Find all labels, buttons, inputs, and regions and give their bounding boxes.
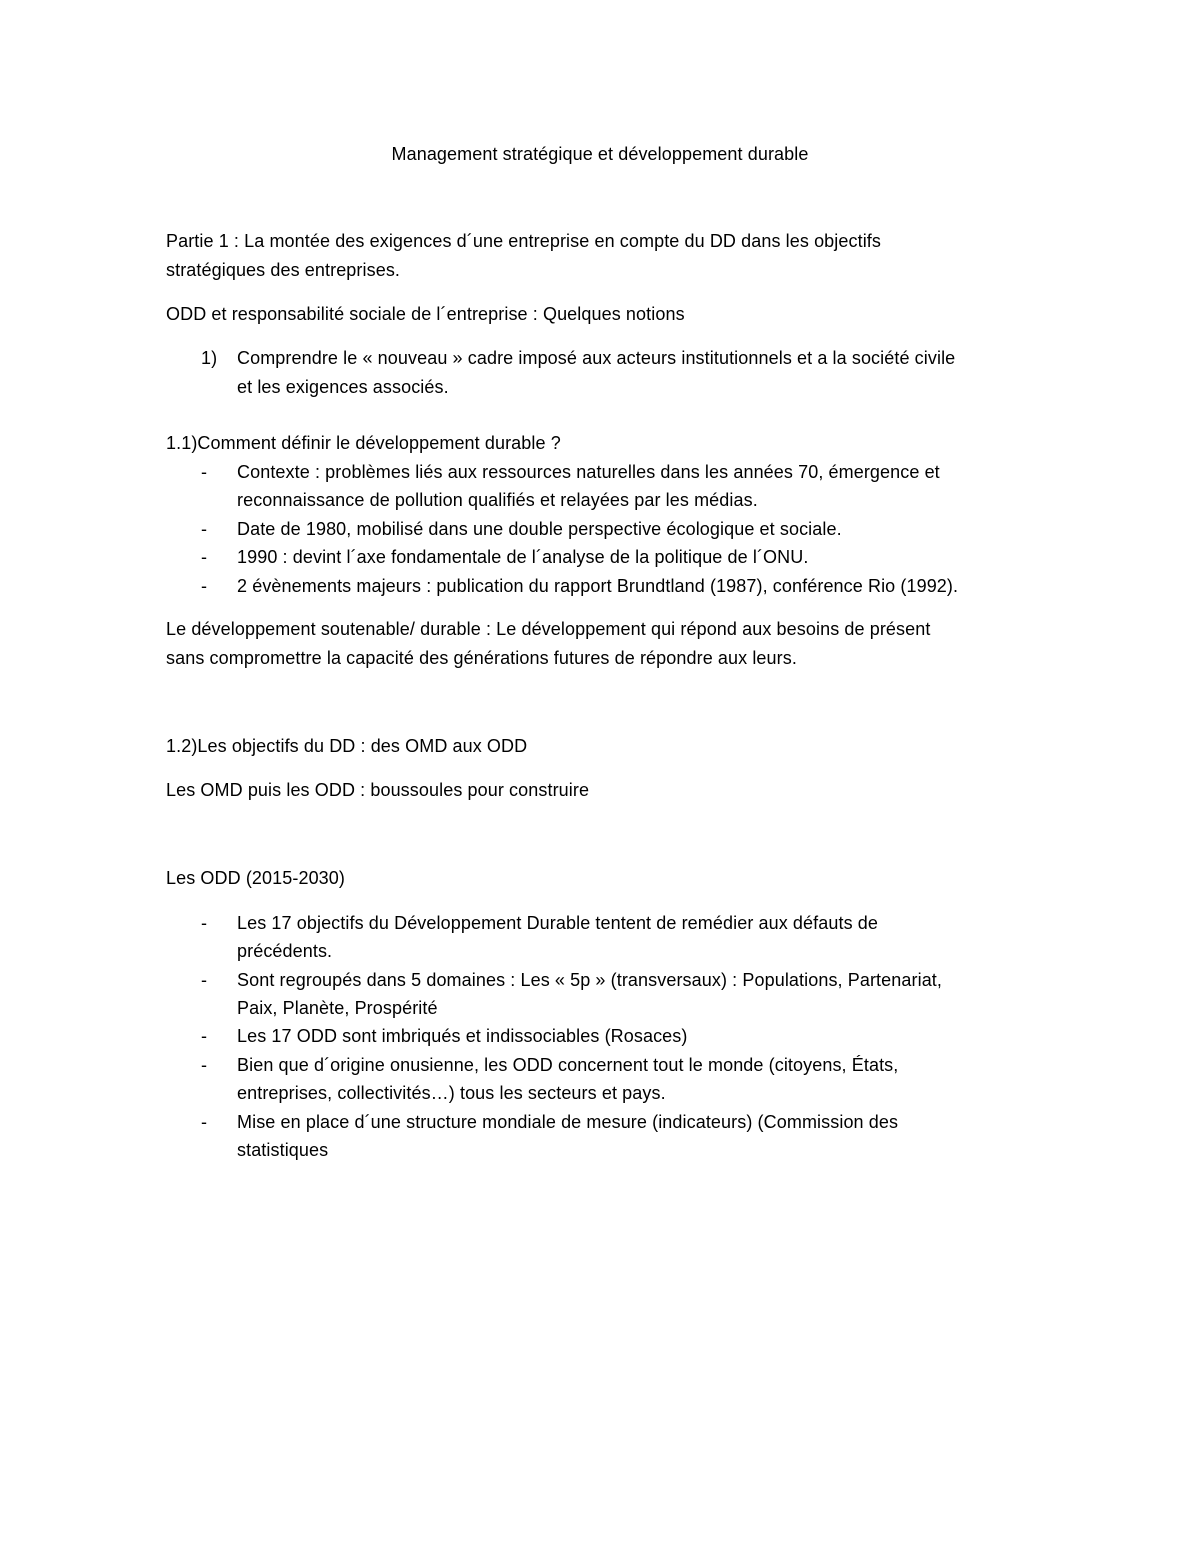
bullet-marker: -	[201, 913, 208, 933]
section-1-2-heading: 1.2)Les objectifs du DD : des OMD aux ODD	[166, 736, 528, 756]
bullet-line-1: Contexte : problèmes liés aux ressources naturelles dans les années 70, émergence et	[237, 462, 940, 482]
bullet-line-2: Paix, Planète, Prospérité	[237, 998, 438, 1018]
odd-heading: ODD et responsabilité sociale de l´entreprise : Quelques notions	[166, 304, 685, 324]
item1-line-1: Comprendre le « nouveau » cadre imposé aux acteurs institutionnels et a la société civile	[237, 348, 956, 368]
bullet-line-2: statistiques	[237, 1140, 329, 1160]
bullet-line-1: Date de 1980, mobilisé dans une double perspective écologique et sociale.	[237, 519, 842, 539]
bullet-line-2: reconnaissance de pollution qualifiés et relayées par les médias.	[237, 490, 758, 510]
definition-line-1: Le développement soutenable/ durable : Le développement qui répond aux besoins de présent	[166, 619, 931, 639]
bullet-line-2: précédents.	[237, 941, 333, 961]
bullet-line-1: Les 17 objectifs du Développement Durable tentent de remédier aux défauts de	[237, 913, 879, 933]
bullet-marker: -	[201, 970, 208, 990]
bullet-line-1: 2 évènements majeurs : publication du rapport Brundtland (1987), conférence Rio (1992).	[237, 576, 959, 596]
bullet-line-1: Mise en place d´une structure mondiale de mesure (indicateurs) (Commission des	[237, 1112, 899, 1132]
bullet-marker: -	[201, 519, 208, 539]
definition-line-2: sans compromettre la capacité des générations futures de répondre aux leurs.	[166, 648, 797, 668]
bullet-line-1: Les 17 ODD sont imbriqués et indissociables (Rosaces)	[237, 1026, 688, 1046]
bullet-line-1: 1990 : devint l´axe fondamentale de l´analyse de la politique de l´ONU.	[237, 547, 809, 567]
odd-2015-heading: Les ODD (2015-2030)	[166, 868, 345, 888]
bullet-marker: -	[201, 1112, 208, 1132]
section-1-1-heading: 1.1)Comment définir le développement durable ?	[166, 433, 561, 453]
partie1-line-1: Partie 1 : La montée des exigences d´une entreprise en compte du DD dans les objectifs	[166, 231, 882, 251]
document-title: Management stratégique et développement durable	[391, 144, 809, 164]
bullet-line-1: Bien que d´origine onusienne, les ODD concernent tout le monde (citoyens, États,	[237, 1055, 899, 1075]
item1-line-2: et les exigences associés.	[237, 377, 449, 397]
bullet-marker: -	[201, 462, 208, 482]
section-1-2-subheading: Les OMD puis les ODD : boussoules pour construire	[166, 780, 590, 800]
partie1-line-2: stratégiques des entreprises.	[166, 260, 401, 280]
bullet-marker: -	[201, 547, 208, 567]
item1-marker: 1)	[201, 348, 218, 368]
bullet-line-1: Sont regroupés dans 5 domaines : Les « 5p » (transversaux) : Populations, Partenariat,	[237, 970, 943, 990]
bullet-marker: -	[201, 576, 208, 596]
bullet-line-2: entreprises, collectivités…) tous les secteurs et pays.	[237, 1083, 666, 1103]
bullet-marker: -	[201, 1055, 208, 1075]
bullet-marker: -	[201, 1026, 208, 1046]
